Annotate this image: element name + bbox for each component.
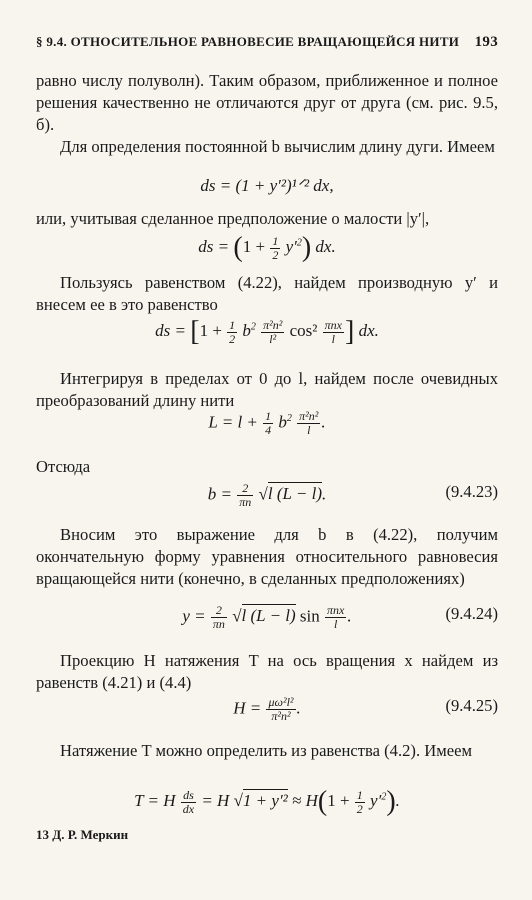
- paragraph-1: равно числу полуволн). Таким образом, приближенное и полное решения качественно не отличаются друг от друга (см. рис. 9.5, б).: [36, 71, 498, 134]
- equation-text: ds = (1 + y′²)¹ᐟ² dx,: [200, 176, 334, 195]
- equation-rhs: dx.: [358, 320, 379, 340]
- paragraph-9: Натяжение T можно определить из равенства (4.2). Имеем: [60, 741, 472, 760]
- paragraph-3: или, учитывая сделанное предположение о малости |y′|,: [36, 209, 430, 228]
- equation-lhs: ds =: [198, 236, 230, 256]
- signature-footer: 13 Д. Р. Меркин: [36, 827, 129, 842]
- section-title: § 9.4. ОТНОСИТЕЛЬНОЕ РАВНОВЕСИЕ ВРАЩАЮЩЕЙСЯ НИТИ: [36, 34, 460, 49]
- equation-lhs: H =: [233, 698, 262, 718]
- equation-9-4-25: H = $\frac{\text{μω²l²}}{\text{π²n²}}$ . (9.4.25): [233, 695, 498, 723]
- equation-lhs: ds =: [155, 320, 186, 340]
- equation-number: (9.4.24): [445, 604, 498, 623]
- equation-length: L = l + $\frac{1}{4}$ $b^2$ $\frac{\text{π²n²}}{l}$ .: [208, 409, 326, 437]
- paragraph-2: Для определения постоянной b вычислим длину дуги. Имеем: [60, 137, 495, 156]
- equation-number: (9.4.25): [445, 696, 498, 715]
- equation-9-4-24: y = $\frac{2}{\pi n}$ √l (L − l) sin $\frac{\text{πnx}}{l}$ . (9.4.24): [182, 603, 498, 631]
- paragraph-6: Отсюда: [36, 457, 91, 476]
- equation-tension: T = H $\frac{ds}{dx}$ = H √1 + y′² ≈ H(1 + $\frac{1}{2}$ $y'^2$).: [134, 786, 400, 817]
- equation-lhs: T = H: [134, 790, 176, 810]
- equation-ds-exact: [36, 176, 498, 196]
- equation-lhs: b =: [207, 484, 232, 504]
- fraction: $\frac{1}{2}$: [272, 233, 279, 262]
- paragraph-8: Проекцию H натяжения T на ось вращения x найдем из равенств (4.21) и (4.4): [36, 651, 498, 692]
- page-number: 193: [474, 34, 498, 50]
- equation-lhs: y =: [182, 606, 206, 626]
- equation-ds-approx: ds = (1 + $\frac{1}{2}$ $y'^2$) dx.: [198, 232, 336, 263]
- equation-rhs: dx.: [315, 236, 336, 256]
- paragraph-7: Вносим это выражение для b в (4.22), получим окончательную форму уравнения относительного равновесия вращающейся нити (конечно, в сделанных предположениях): [36, 525, 498, 588]
- equation-number: (9.4.23): [445, 482, 498, 501]
- running-header: [36, 34, 498, 51]
- paragraph-4: Пользуясь равенством (4.22), найдем производную y′ и внесем ее в это равенство: [36, 273, 498, 314]
- equation-9-4-23: b = $\frac{2}{\pi n}$ √l (L − l). (9.4.23): [207, 481, 498, 509]
- equation-lhs: L = l +: [208, 412, 258, 432]
- equation-ds-substituted: ds = [1 + $\frac{1}{2}$ $b^2$ $\frac{\text{π²n²}}{\text{l²}}$ cos² $\frac{\text{πnx}}{l}$ ] dx.: [155, 316, 379, 347]
- paragraph-5: Интегрируя в пределах от 0 до l, найдем после очевидных преобразований длину нити: [36, 369, 498, 410]
